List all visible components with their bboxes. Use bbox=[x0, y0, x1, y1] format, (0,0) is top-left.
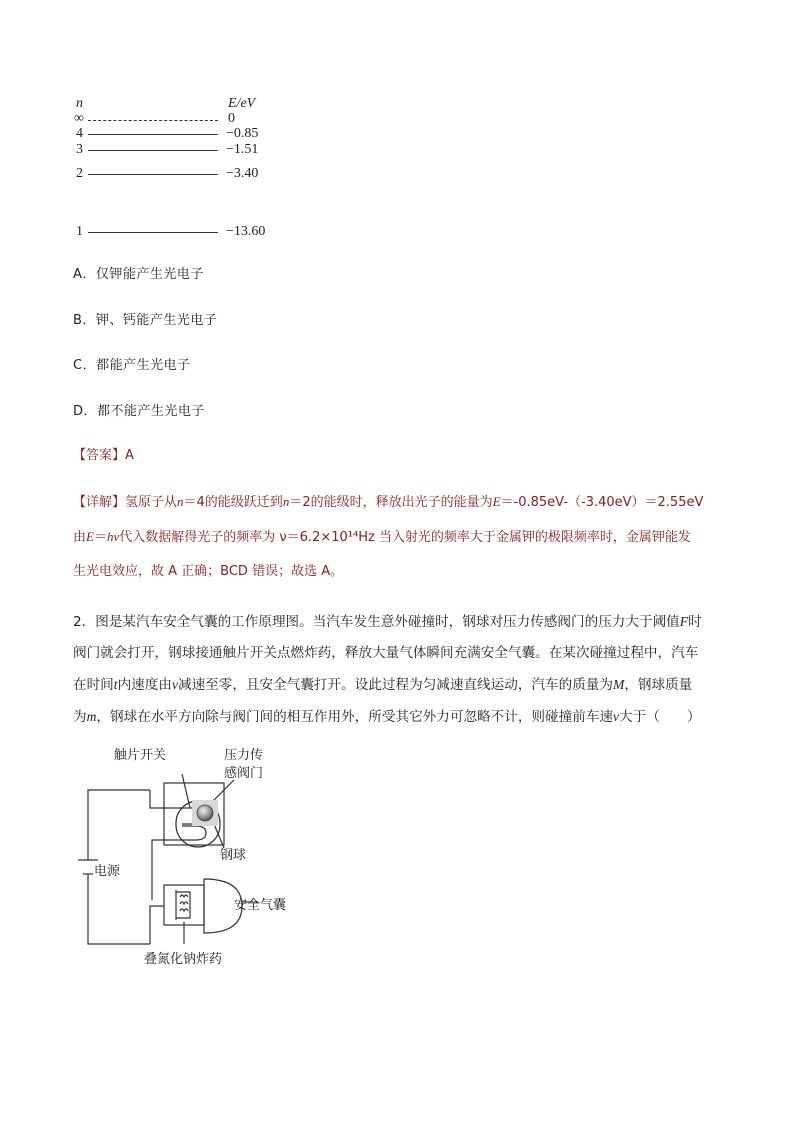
level-e-inf: 0 bbox=[228, 111, 235, 126]
detail-line-2 bbox=[73, 520, 733, 555]
question-2 bbox=[73, 606, 733, 733]
q2-text: 为 bbox=[73, 709, 87, 725]
q2-text: ，钢球质量 bbox=[624, 677, 693, 693]
option-a: A．仅钾能产生光电子 bbox=[73, 267, 204, 282]
var-hv: hν bbox=[106, 529, 120, 544]
detail-text: 由 bbox=[73, 530, 87, 545]
steel-ball bbox=[197, 805, 213, 821]
var-m-car: M bbox=[612, 677, 625, 692]
label-power: 电源 bbox=[94, 863, 121, 878]
label-explosive: 叠氮化钠炸药 bbox=[144, 951, 223, 966]
detail-text: ＝-0.85eV-（-3.40eV）＝2.55eV bbox=[500, 495, 704, 510]
option-c: C．都能产生光电子 bbox=[73, 358, 191, 373]
level-n-2: 2 bbox=[76, 166, 83, 181]
detail-text: 氢原子从 bbox=[125, 495, 178, 510]
detail-line-1 bbox=[73, 485, 733, 520]
q2-text: ，钢球在水平方向除与阀门间的相互作用外，所受其它外力可忽略不计，则碰撞前车速 bbox=[96, 709, 613, 725]
var-t: t bbox=[113, 677, 118, 692]
n-axis-label: n bbox=[76, 96, 83, 111]
detail-text: 生光电效应，故 A 正确；BCD 错误；故选 A。 bbox=[73, 564, 344, 579]
var-f: F bbox=[679, 614, 689, 629]
var-m-ball: m bbox=[86, 709, 97, 724]
detail-text: ＝4的能级跃迁到 bbox=[183, 495, 283, 510]
detail-text: 代入数据解得光子的频率为 ν＝6.2×10¹⁴Hz 当入射光的频率大于金属钾的极限频率时，金属钾能发 bbox=[119, 530, 691, 545]
airbag-diagram bbox=[72, 740, 312, 975]
var-n: n bbox=[177, 494, 184, 509]
var-e: E bbox=[492, 494, 501, 509]
level-n-3: 3 bbox=[76, 142, 83, 157]
level-line-1 bbox=[88, 232, 218, 233]
q2-text: 减速至零，且安全气囊打开。设此过程为匀减速直线运动，汽车的质量为 bbox=[177, 677, 613, 693]
detail-line-3 bbox=[73, 555, 733, 589]
q2-text: 阀门就会打开，钢球接通触片开关点燃炸药，释放大量气体瞬间充满安全气囊。在某次碰撞过程中，汽车 bbox=[73, 645, 699, 661]
level-line-3 bbox=[88, 150, 218, 151]
level-e-3: −1.51 bbox=[226, 142, 259, 157]
label-sensor-line1: 压力传 bbox=[224, 747, 264, 762]
level-e-1: −13.60 bbox=[226, 224, 266, 239]
q2-line-1 bbox=[73, 606, 733, 638]
level-e-2: −3.40 bbox=[226, 166, 259, 181]
detail-text: ＝ bbox=[93, 530, 107, 545]
leader-switch bbox=[182, 774, 190, 808]
detail-label: 【详解】 bbox=[73, 495, 126, 510]
energy-axis-label: E/eV bbox=[228, 96, 256, 111]
level-n-4: 4 bbox=[76, 126, 83, 141]
option-d: D．都不能产生光电子 bbox=[73, 404, 206, 419]
answer-value: A bbox=[125, 448, 134, 463]
label-switch: 触片开关 bbox=[114, 747, 167, 762]
label-ball: 钢球 bbox=[220, 847, 247, 862]
answer-label: 【答案】 bbox=[73, 448, 126, 463]
switch-contact-bottom bbox=[182, 826, 206, 840]
q2-text: 时 bbox=[688, 614, 702, 630]
answer-line bbox=[73, 444, 134, 463]
var-e: E bbox=[86, 529, 94, 544]
level-line-2 bbox=[88, 174, 218, 175]
level-n-1: 1 bbox=[76, 224, 83, 239]
level-e-4: −0.85 bbox=[226, 126, 259, 141]
var-v: v bbox=[171, 677, 178, 692]
q2-line-4 bbox=[73, 701, 733, 733]
airbag-circuit-drawing bbox=[72, 740, 312, 975]
q2-text: 在时间 bbox=[73, 677, 114, 693]
detail-block bbox=[73, 485, 733, 589]
q2-text: 大于（ ） bbox=[619, 709, 701, 725]
level-n-inf: ∞ bbox=[74, 111, 84, 126]
var-v: v bbox=[612, 709, 620, 724]
wire-left-bottom bbox=[88, 874, 150, 944]
detail-text: ＝2的能级时，释放出光子的能量为 bbox=[289, 495, 493, 510]
level-line-inf bbox=[88, 120, 218, 121]
level-line-4 bbox=[88, 134, 218, 135]
wire-left-top bbox=[88, 790, 150, 860]
q2-line-3 bbox=[73, 669, 733, 701]
q2-line-2 bbox=[73, 638, 733, 669]
energy-level-diagram bbox=[70, 92, 310, 252]
q2-text: 内速度由 bbox=[117, 677, 172, 693]
label-sensor-line2: 感阀门 bbox=[224, 765, 264, 780]
var-n: n bbox=[282, 494, 290, 509]
option-b: B．钾、钙能产生光电子 bbox=[73, 313, 218, 328]
q2-text: 2．图是某汽车安全气囊的工作原理图。当汽车发生意外碰撞时，钢球对压力传感阀门的压力大于阈值 bbox=[73, 614, 680, 630]
label-airbag: 安全气囊 bbox=[234, 897, 287, 912]
